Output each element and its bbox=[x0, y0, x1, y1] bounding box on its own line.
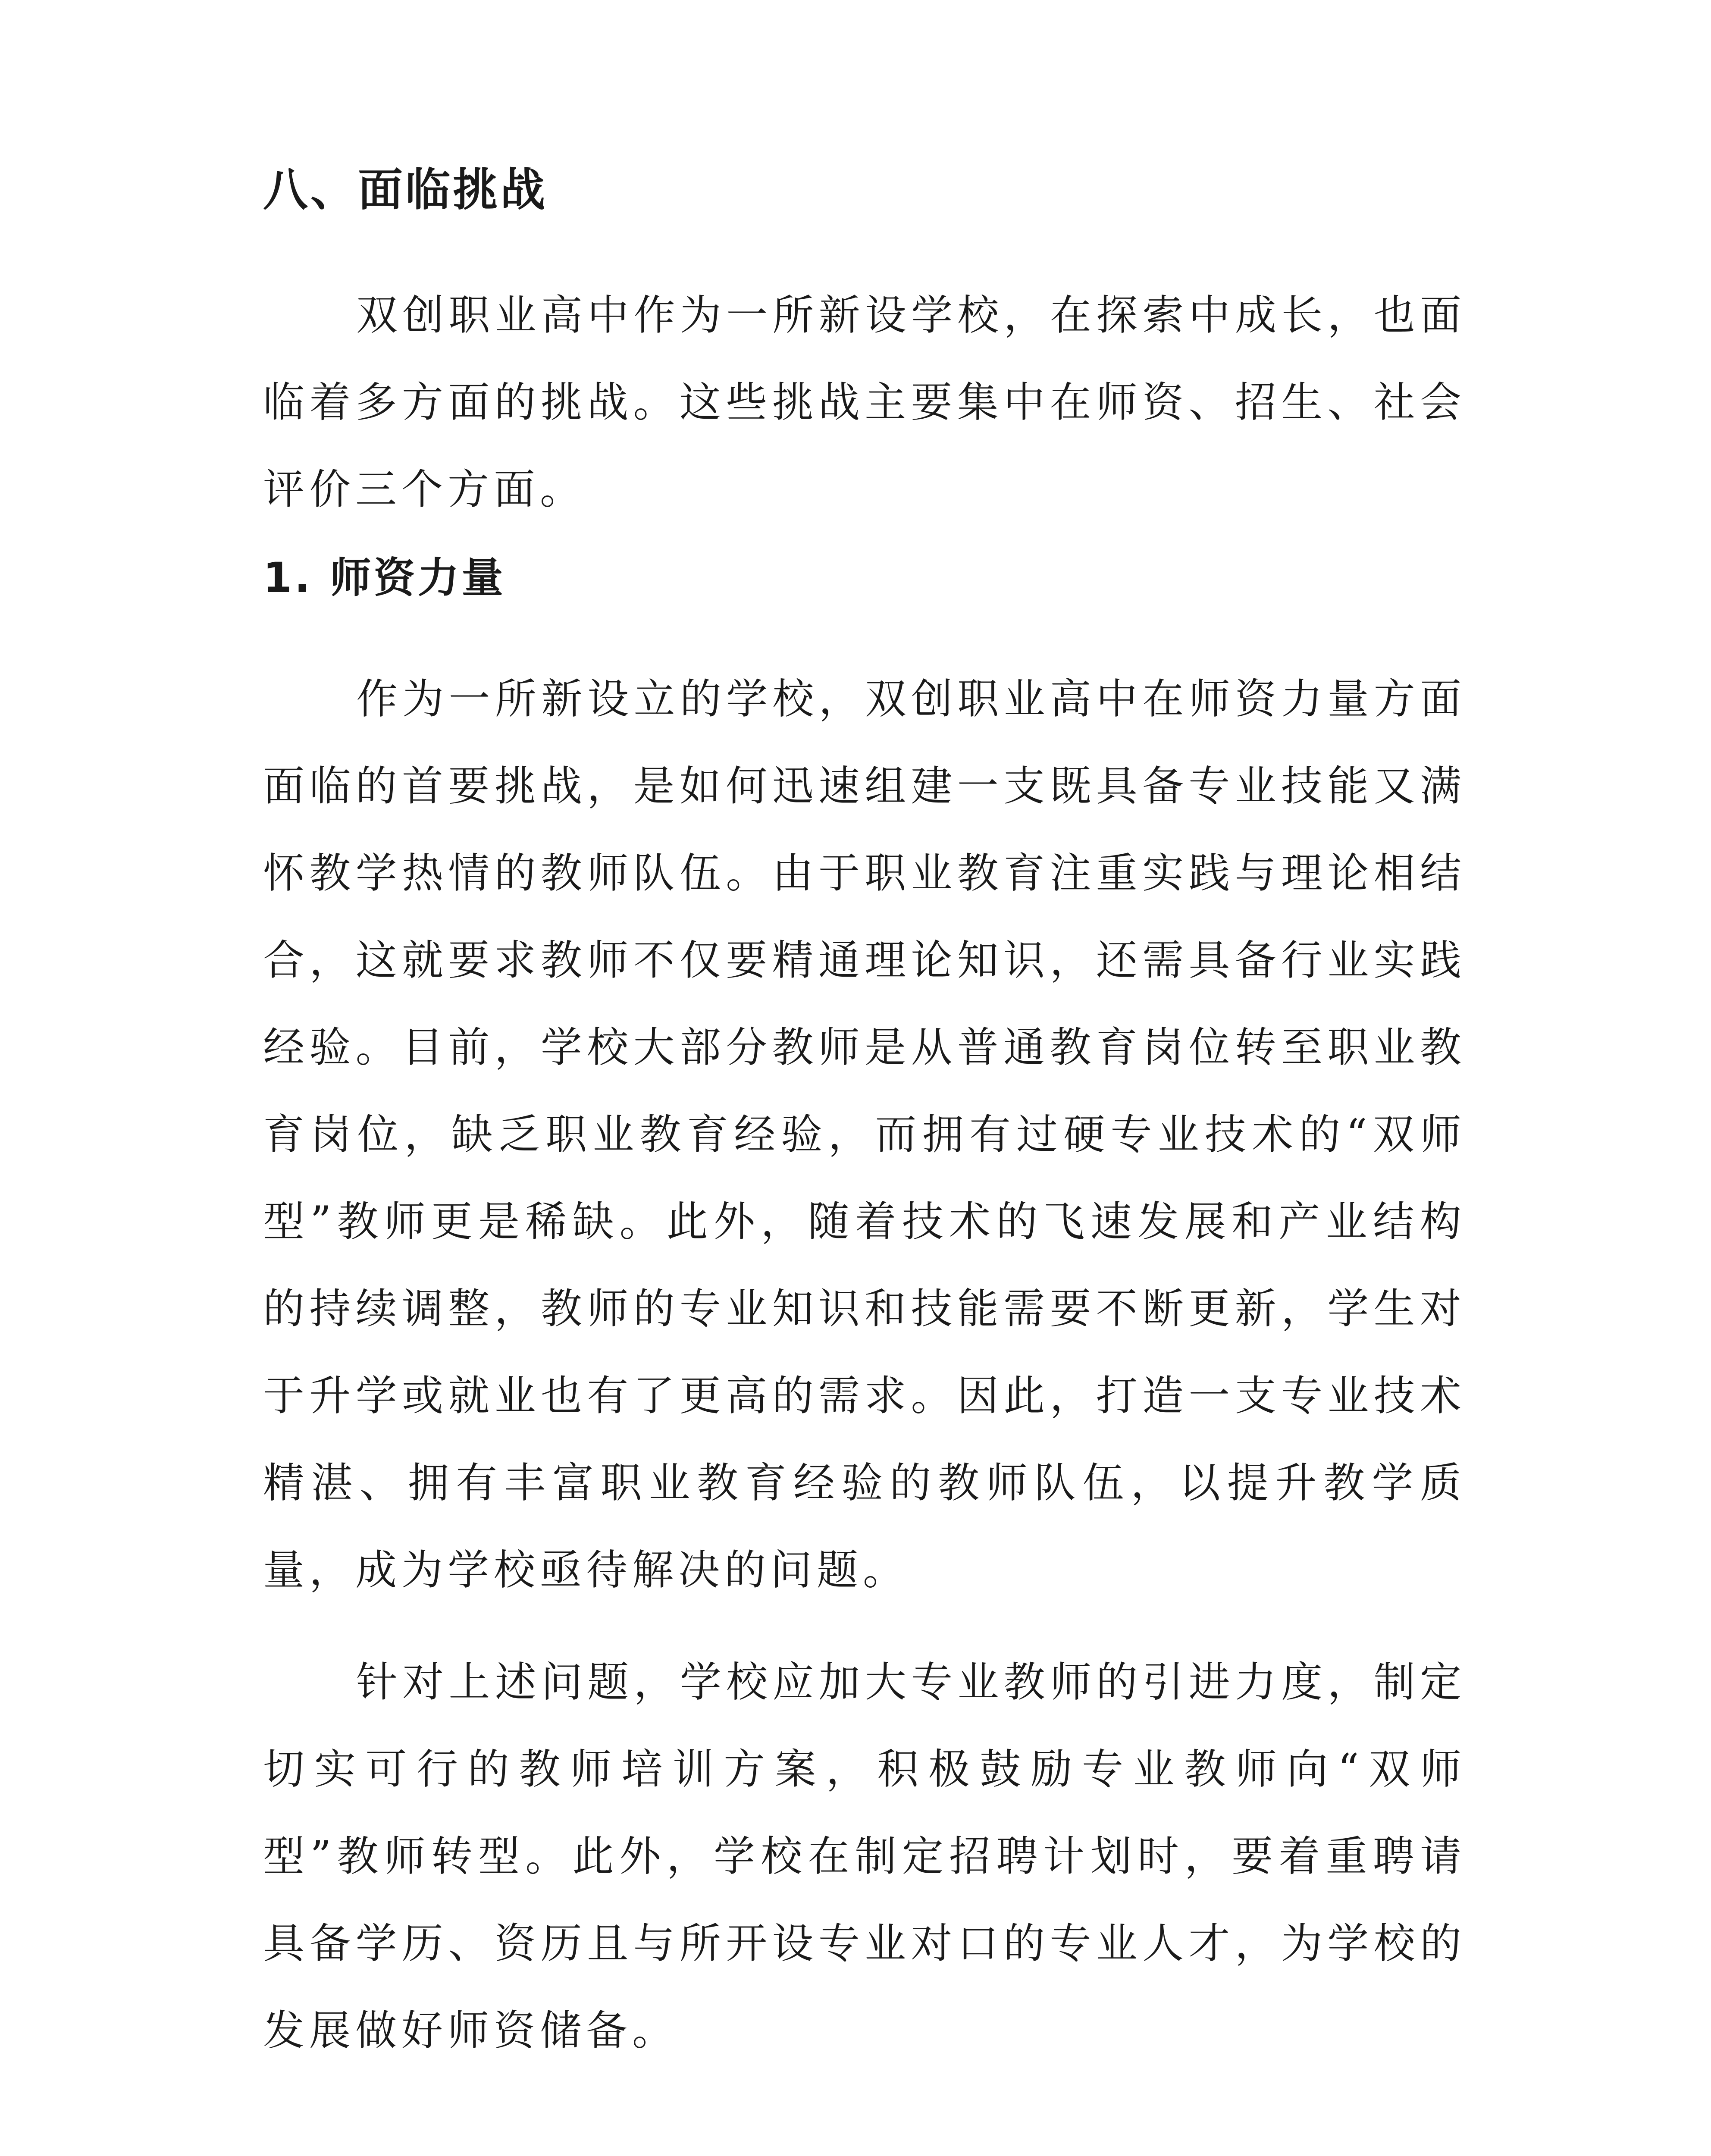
subsection-heading: 1. 师资力量 bbox=[263, 554, 506, 602]
section-heading: 八、面临挑战 bbox=[263, 163, 548, 216]
body-paragraph: 作为一所新设立的学校，双创职业高中在师资力量方面面临的首要挑战，是如何迅速组建一支既具备专业技能又满怀教学热情的教师队伍。由于职业教育注重实践与理论相结合，这就要求教师不仅要精通理论知识，还需具备行业实践经验。目前，学校大部分教师是从普通教育岗位转至职业教育岗位，缺乏职业教育经验，而拥有过硬专业技术的“双师型”教师更是稀缺。此外，随着技术的飞速发展和产业结构的持续调整，教师的专业知识和技能需要不断更新，学生对于升学或就业也有了更高的需求。因此，打造一支专业技术精湛、拥有丰富职业教育经验的教师队伍，以提升教学质量，成为学校亟待解决的问题。 bbox=[263, 675, 1466, 1594]
intro-paragraph: 双创职业高中作为一所新设学校，在探索中成长，也面 临着多方面的挑战。这些挑战主要集中在师资、招生、社会评价三个方面。 bbox=[263, 291, 1466, 514]
body-paragraph: 针对上述问题，学校应加大专业教师的引进力度，制定切实可行的教师培训方案，积极鼓励专业教师向“双师型”教师转型。此外，学校在制定招聘计划时，要着重聘请具备学历、资历且与所开设专业对口的专业人才，为学校的发展做好师资储备。 bbox=[263, 1658, 1466, 2055]
